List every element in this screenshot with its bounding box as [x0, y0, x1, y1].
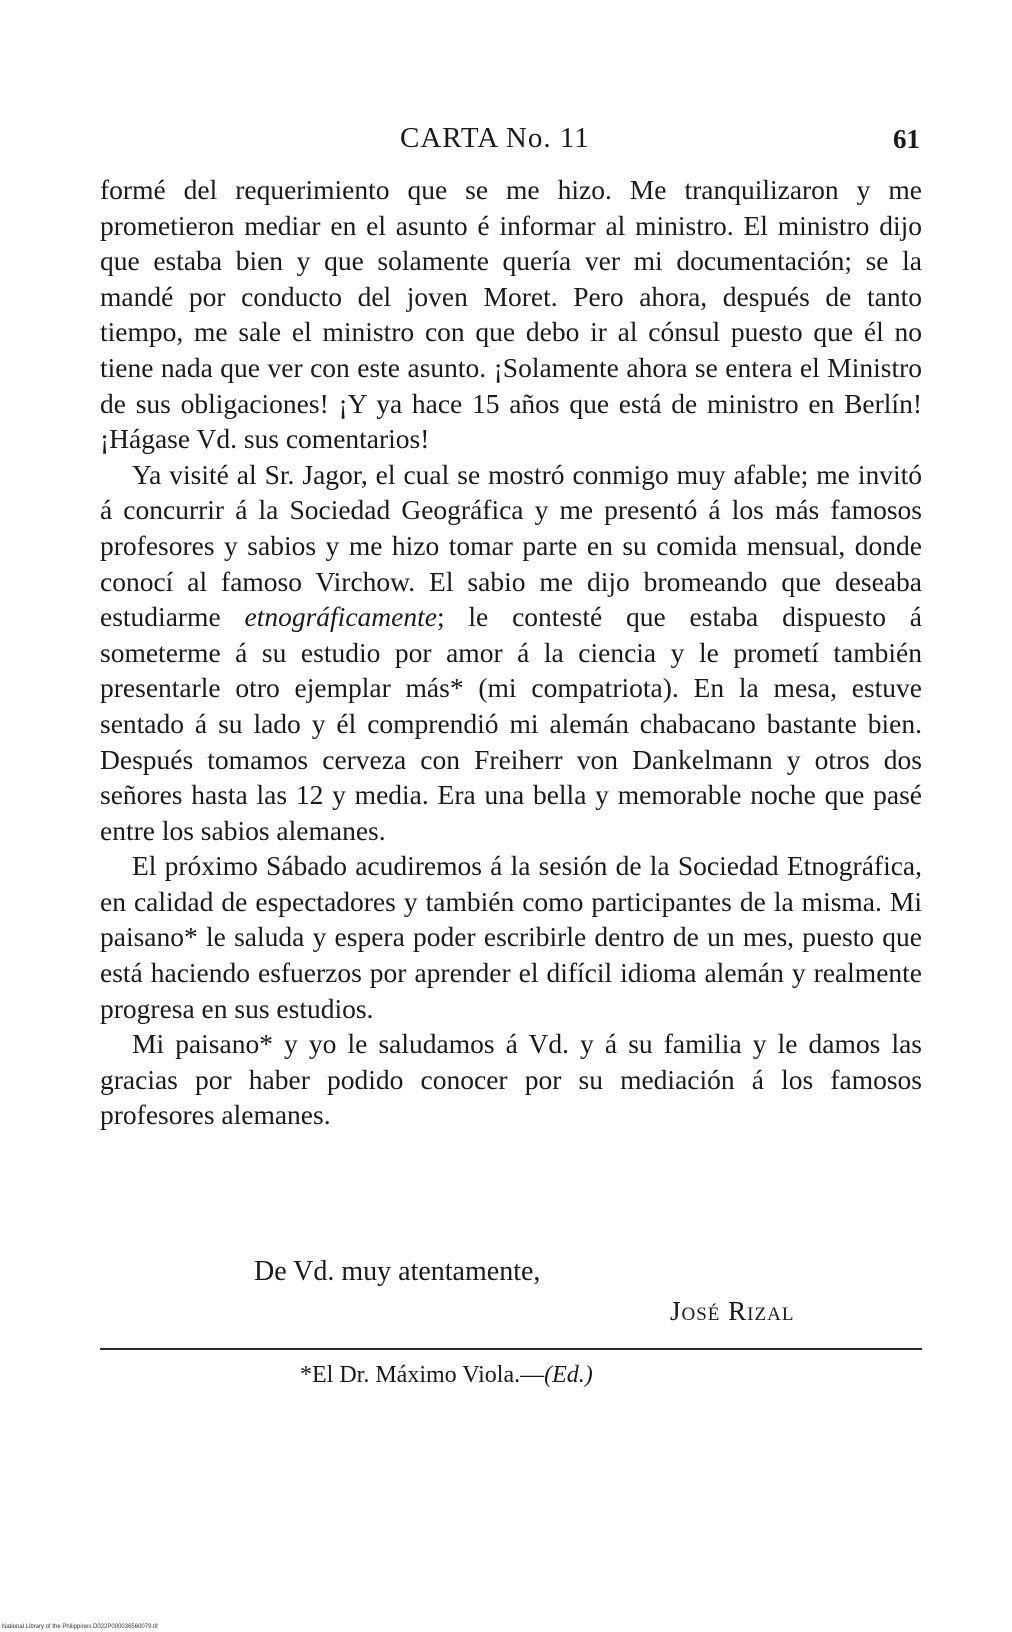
letter-body [100, 172, 922, 1133]
paragraph-4: Mi paisano* y yo le saludamos á Vd. y á su familia y le damos las gracias por haber podido conocer por su mediación á los famosos profesores alemanes. [100, 1028, 922, 1131]
paragraph-2 [100, 457, 922, 849]
closing-line: De Vd. muy atentamente, [254, 1256, 541, 1287]
footnote-text: *El Dr. Máximo Viola.— [300, 1362, 545, 1388]
paragraph-2-text-before: Ya visité al Sr. Jagor, el cual se mostró conmigo muy afable; me invitó á concurrir á la Sociedad Geográfica y me presentó á los más famosos profesores y sabios y me hizo tomar parte en su comida mensual, donde conocí al famoso Virchow. El sabio me dijo bromeando que deseaba estudiarme [100, 458, 922, 633]
paragraph-3: El próximo Sábado acudiremos á la sesión de la Sociedad Etnográfica, en calidad de espectadores y también como participantes de la misma. Mi paisano* le saluda y espera poder escribirle dentro de un mes, puesto que está haciendo esfuerzos por aprender el difícil idioma alemán y realmente progresa en sus estudios. [100, 850, 922, 1024]
signature: José Rizal [670, 1296, 795, 1326]
page-number: 61 [893, 124, 920, 154]
footnote-editor-mark: (Ed.) [544, 1362, 593, 1388]
paragraph-2-emphasis: etnográficamente [244, 601, 437, 633]
paragraph-1: formé del requerimiento que se me hizo. Me tranquilizaron y me prometieron mediar en el asunto é informar al ministro. El ministro dijo que estaba bien y que solamente quería ver mi documentación; se la mandé por conducto del joven Moret. Pero ahora, después de tanto tiempo, me sale el ministro con que debo ir al cónsul puesto que él no tiene nada que ver con este asunto. ¡Solamente ahora se entera el Ministro de sus obligaciones! ¡Y ya hace 15 años que está de ministro en Berlín! ¡Hágase Vd. sus comentarios! [100, 174, 922, 455]
footnote [300, 1362, 593, 1389]
running-head [100, 122, 920, 162]
library-stamp: National Library of the Philippines D022P000036560079.tif [2, 1624, 158, 1630]
footnote-divider [100, 1348, 922, 1350]
letter-title: CARTA No. 11 [400, 122, 590, 154]
paragraph-2-text-after: ; le contesté que estaba dispuesto á someterme á su estudio por amor á la ciencia y le prometí también presentarle otro ejemplar más* (mi compatriota). En la mesa, estuve sentado á su lado y él comprendió mi alemán chabacano bastante bien. Después tomamos cerveza con Freiherr von Dankelmann y otros dos señores hasta las 12 y media. Era una bella y memorable noche que pasé entre los sabios alemanes. [100, 601, 922, 846]
